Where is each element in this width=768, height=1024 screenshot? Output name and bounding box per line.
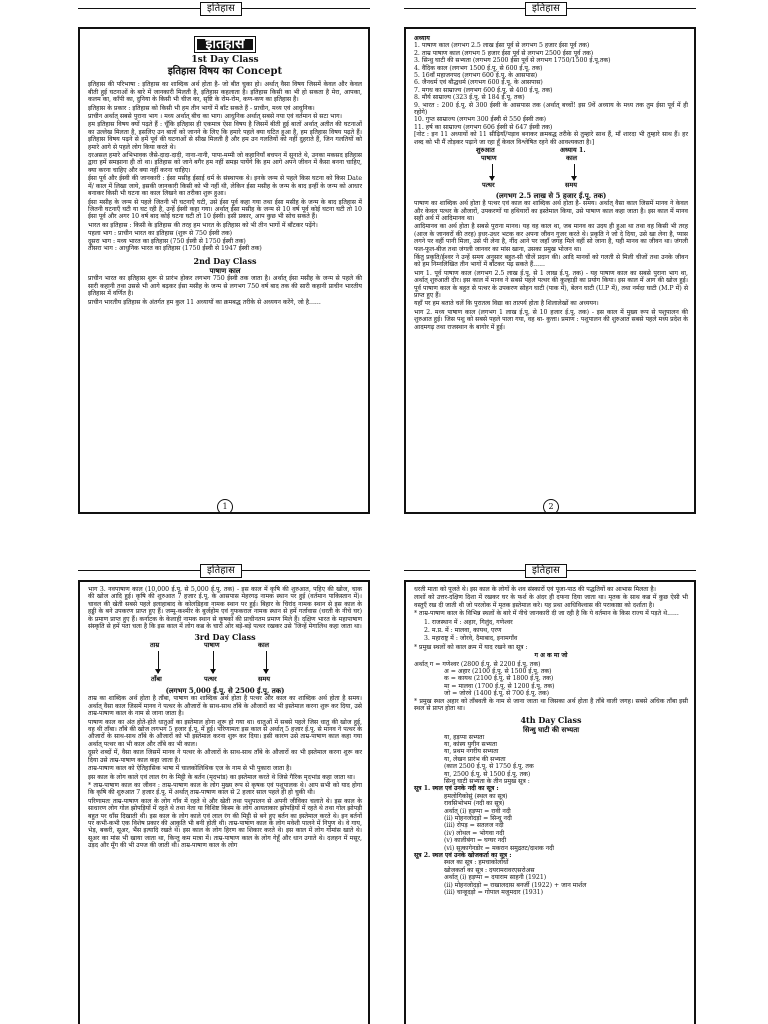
paragraph: * ताम्र-पाषाण काल का जीवन : ताम्र-पाषाण काल के लोग मुख्य रूप से कृषक एवं पशुपालक थे। आप सभी को याद होगा कि कृषि की शुरुआत 7 हजार ई.पू. में अर्थात् ताम्र-पाषाण काल से 2 हजार साल पहले ही हो चुकी थी। — [88, 781, 362, 797]
list-item: (iii) रोपड़ = सतलज नदी — [444, 822, 504, 830]
list-item: या, हड़प्पा सभ्यता — [444, 733, 485, 741]
paragraph: भाग 1. पूर्व पाषाण काल (लगभग 2.5 लाख ई.पू. से 1 लाख ई.पू. तक) - यह पाषाण काल का सबसे पुराना भाग था, अर्थात् शुरुआती दौर। इस काल में मानव ने सबसे पहले पत्थर की कुल्हाड़ी का प्रयोग किया। इस काल में आग की खोज हुई। पूर्व पाषाण काल के बहुत से पत्थर के उपकरण सोहन घाटी (पाक में), बेलन घाटी (U.P में), तथा नर्मदा घाटी (M.P में) से प्राप्त हुए हैं। — [414, 269, 688, 299]
diagram-label: ताँबा — [151, 675, 162, 684]
list-item: खोजकर्ता का सूत्र : दयरामरावरएसरोअस — [444, 866, 535, 874]
section-heading: सूत्र 2. स्थल एवं उनके खोजकर्ता का सूत्र : — [414, 852, 512, 859]
mnemonic: ग अ क मा जो — [534, 652, 568, 660]
note: [नोट : इन 11 अध्यायों को 11 सीढ़ियाँ/पड़ाव बनाकर क्रमबद्ध तरीके से तुम्हारे साथ हैं, माँ शारदा भी तुम्हारे साथ हैं। हर शब्द को भी मैं तोड़कर पढ़ाने जा रहा हूँ केवल विश्लेषित रहने की आवश्यकता है।] — [414, 131, 688, 146]
list-item: (iv) लोथल = भोगवा नदी — [444, 829, 505, 837]
arrow-icon — [266, 651, 267, 673]
paragraph: दूसरे शब्दों में, वैसा काल जिसमें मानव ने पत्थर के औजारों के साथ-साथ ताँबे के औजारों का भी इस्तेमाल करना शुरू कर दिया उसे ताम्र-पाषाण काल कहा जाता है। — [88, 749, 362, 764]
diagram-label: शुरुआत — [476, 146, 495, 155]
list-item: मा = मालवा (1700 ई.पू. से 1200 ई.पू. तक) — [444, 682, 555, 690]
page-number: 2 — [543, 499, 559, 514]
list-item: 1. राजस्थान में : अहार, गिलुंद, गणेश्वर — [424, 618, 513, 626]
page-2 — [404, 27, 696, 514]
paragraph: दरअसल हमारे अभिभावक जैसे-दादा-दादी, नाना-नानी, पापा-मम्मी जो कहानियाँ बचपन में सुनाते थे, उनका मकसद इतिहास द्वारा हमें समझाना ही तो था। इतिहास को जाने बगैर हम नहीं समझ पायेंगे कि हम आगे अपने जीवन में कैसा बनना चाहिए, क्या करना चाहिए और क्या नहीं करना चाहिए। — [88, 152, 362, 174]
date-range: (लगभग 5,000 ई.पू. से 2500 ई.पू. तक) — [165, 686, 285, 696]
page-header: इतिहास — [525, 564, 567, 578]
list-item: (ii) मोहनजोदड़ो = सिन्धु नदी — [444, 814, 512, 822]
paragraph: लाशों को उत्तर-दक्षिण दिशा में रखकर घर के फर्श के अंदर ही दफना दिया जाता था। मृतक के साथ कब्र में कुछ ऐसी भी वस्तुएँ रख दी जाती थी जो परलोक में मृतक इस्तेमाल करे। यह प्रथा आधिविश्वास की पराकाष्ठा को दर्शाता है। — [414, 594, 688, 609]
list-item: 8. मौर्य साम्राज्य (323 ई.पू. से 184 ई.पू. तक) — [414, 94, 525, 102]
paragraph: पाषाण का शाब्दिक अर्थ होता है पत्थर एवं काल का शाब्दिक अर्थ होता है- समय। अर्थात् वैसा काल जिसमें मानव ने केवल और केवल पत्थर के औजारों, उपकरणों या हथियारों का इस्तेमाल किया, उसे पाषाण काल कहा जाता है। इस काल में मानव सही अर्थ में आदिमानव था। — [414, 200, 688, 222]
paragraph: आदिमानव का अर्थ होता है सबसे पुराना मानव। यह वह काल था, जब मानव का उदय ही हुआ था तथा वह किसी भी तरह (आज के जानवरों की तरह) इधर-उधर भटक कर अपना जीवन गुजर करते थे। प्रकृति ने जो दे दिया, उसे खा लेना है, प्यास लगने पर वहीं पानी मिला, उसे पी लेना है, नींद आने पर जहाँ जगह मिले वहीं सो जाना है, यही मानव का जीवन था। जंगली फल-फूल-बीज तथा जंगली जानवर का मांस खाना, उसका प्रमुख भोजन था। — [414, 223, 688, 253]
list-item: हमलोगिकोसुं (स्थल का सूत्र) — [444, 792, 508, 800]
list-item: अर्थात् (i) हड़प्पा = दयाराम साहनी (1921) — [444, 874, 547, 882]
list-item: या, कांस्य युगीन सभ्यता — [444, 740, 497, 748]
date-range: (लगभग 2.5 लाख से 5 हजार ई.पू. तक) — [495, 191, 607, 201]
page-number: 1 — [217, 499, 233, 514]
term-diagram — [414, 147, 688, 191]
list-item: 2. म.प्र. में : मालवा, कायथ, एरण — [424, 627, 502, 635]
list-item: 4. वैदिक काल (लगभग 1500 ई.पू. से 600 ई.पू. तक) — [414, 64, 543, 72]
arrow-icon — [574, 164, 575, 180]
paragraph: किंतु प्रकृति/ईश्वर ने उन्हें समय अनुसार बहुत-सी चीजें प्रदान की। आदि मानवों को गलती से मिली चीजों तथा उनके जीवन को हम निम्नलिखित तीन भागों में बाँटकर पढ़ सकते हैं...... — [414, 253, 688, 269]
paragraph: इतिहास की परिभाषा : इतिहास का शाब्दिक अर्थ होता है- जो बीत चुका हो। अर्थात् वैसा विषय जिसमें केवल और केवल बीती हुई घटनाओं के बारे में जानकारी मिलती है, इतिहास कहलाता है। इतिहास किसी का भी हो सकता है मेरा, आपका, कलम का, काँपी का, दुनिया के किसी भी चीज का, सृष्टि के रोम-रोम, कण-कण का इतिहास है। — [88, 81, 362, 104]
list-item: या, प्रथम नगरीय सभ्यता — [444, 748, 499, 756]
page-title: इतिहास — [195, 37, 254, 52]
page-header: इतिहास — [525, 2, 567, 16]
paragraph: धरती माता को पूजते थे। इस काल के लोगों के शव संस्कारों एवं पूजा-पाठ की पद्धतियों का आभास मिलता है। — [414, 586, 657, 593]
list-item: या, 2500 ई.पू. से 1500 ई.पू. तक) — [444, 770, 531, 778]
section-heading: सिन्धु घाटी की सभ्यता — [522, 724, 580, 734]
list-item: 11. हर्ष का साम्राज्य (लगभग 606 ईस्वी से 647 ईस्वी तक) — [414, 123, 553, 131]
section-heading: पाषाण काल — [209, 266, 241, 276]
list-item: क = कायथ (2100 ई.पू. से 1800 ई.पू. तक) — [444, 675, 554, 683]
diagram-label: काल — [258, 641, 270, 650]
list-item: दूसरा भाग : मध्य भारत का इतिहास (750 ईस्वी से 1750 ईस्वी तक) — [88, 237, 246, 245]
paragraph: ईसा पूर्व और ईस्वी की जानकारी : ईसा मसीह ईसाई धर्म के संस्थापक थे। इनके जन्म से पहले किस घटना को किस Date में/ काल में लिखा जाये, इसकी जानकारी किसी को भी नहीं थी, लेकिन ईसा मसीह के जन्म के बाद इन्हीं के जन्म को आधार बनाकर किसी भी घटना का काल लिखने का तरीका शुरू हुआ। — [88, 175, 362, 198]
paragraph: प्राचीन अर्थात् सबसे पुराना भाग । मध्य अर्थात् बीच का भाग। आधुनिक अर्थात् सबसे नया एवं वर्तमान से सटा भाग। — [88, 113, 342, 121]
day-class-label: 4th Day Class — [520, 714, 582, 725]
note: * प्रमुख स्थल अहार को ताँबवती के नाम से जाना जाता था जिसका अर्थ होता है ताँबे वाली जगह। सबसे अधिक ताँबा इसी स्थल से प्राप्त होता था। — [414, 697, 688, 713]
paragraph: भाग 2. मध्य पाषाण काल (लगभग 1 लाख ई.पू. से 10 हजार ई.पू. तक) - इस काल में मुख्य रूप से पशुपालन की शुरुआत हुई। जिस पशु को सबसे पहले पाला गया, वह था- कुत्ता। प्रमाण : पशुपालन की शुरुआत सबसे पहले मध्य प्रदेश के आदमगढ़ तथा राजस्थान के बागोर में हुई। — [414, 308, 688, 331]
paragraph: परिणामतः ताम्र-पाषाण काल के लोग गाँव में रहते थे और खेती तथा पशुपालन से अपनी जीविका चलाते थे। इस काल के साधारण लोग गोल झोपड़ियों में रहते थे तथा नेता या विशिष्ट किस्म के लोग आयताकार झोपड़ियों में रहते थे तथा गोल झोपड़ी बहुत पर धाँस दिखाती थी। इस काल के लोग काले एवं लाल रंग की मिट्टी से बने हुए बर्तन का इस्तेमाल करते थे। इन बर्तनों पर कभी-कभी एक विशेष प्रकार की आकृति भी बनी होती थी। ताम्र-पाषाण काल के लोग मवेशी पालने में निपुण थे। वे गाय, भेड़, बकरी, सूअर, भैंस इत्यादि रखते थे। इस काल के लोग हिरण का शिकार करते थे। इस काल में लोग गोमांस खाते थे। सूअर का मांस भी खाया जाता था, किन्तु कम मात्रा में। ताम्र-पाषाण काल के लोग गेहूँ और धान उगाते थे। दलहन में मसूर, उड़द और मूँग की भी उपज की जाती थी। ताम्र-पाषाण काल के लोग — [88, 797, 362, 850]
arrow-icon — [158, 651, 159, 673]
diagram-label: समय — [565, 181, 578, 190]
diagram-label: ताम्र — [150, 641, 160, 650]
page-3 — [78, 580, 370, 1024]
diagram-label: काल — [566, 154, 578, 163]
list-item: पहला भाग : प्राचीन भारत का इतिहास (शुरू से 750 ईस्वी तक) — [88, 230, 233, 238]
list-item: (ii) मोहनजोदड़ो = राखालदास बनर्जी (1922) + जान मार्शल — [444, 881, 587, 889]
term-diagram — [88, 642, 362, 686]
paragraph: हम इतिहास विषय क्यों पढ़ते हैं : चूँकि इतिहास ही एकमात्र ऐसा विषय है जिसमें बीती हुई बातों अर्थात् अतीत की घटनाओं का उल्लेख मिलता है, इसलिए उन बातों को जानने के लिए कि हमारे पहले क्या घटित हुआ है, हम इतिहास विषय पढ़ते हैं। इतिहास विषय पढ़ने से हमें पूर्व की घटनाओं से सीख मिलती है और हम उन गलतियों को नहीं दुहराते हैं, जिन गलतियों को हमारे आगे से पहले लोग किया करते थे। — [88, 121, 362, 151]
page-header: इतिहास — [200, 2, 242, 16]
list-item: स्थल का सूत्र : हमचाकोलोधों — [444, 859, 509, 867]
list-item: 5. 16वाँ महाजनपद (लगभग 600 ई.पू. के आसपास) — [414, 72, 538, 80]
list-item: अर्थात् ग = गणेश्वर (2800 ई.पू. से 2200 ई.पू. तक) — [414, 660, 541, 668]
list-item: अ = अहार (2100 ई.पू. से 1500 ई.पू. तक) — [444, 668, 552, 676]
list-item: अर्थात् (i) हड़प्पा = रावी नदी — [444, 807, 511, 815]
paragraph: इतिहास के प्रकार : इतिहास को किसी भी हम तीन भागों में बाँट सकते हैं - प्राचीन, मध्य एवं आधुनिक। — [88, 104, 315, 112]
paragraph: पाषाण काल का अंत होते-होते धातुओं का इस्तेमाल होना शुरू हो गया था। धातुओं में सबसे पहले जिस धातु की खोज हुई, वह थी ताँबा। ताँबे की खोज लगभग 5 हजार ई.पू. में हुई। परिणामतः इस काल से अर्थात् 5 हजार ई.पू. से मानव ने पत्थर के औजारों के साथ-साथ ताँबे के औजारों को भी इस्तेमाल करना शुरू कर दिया। इसी कारण उसे ताम्र-पाषाण काल कहा गया अर्थात् पत्थर का भी काल और ताँबे का भी काल। — [88, 718, 362, 748]
page-header: इतिहास — [200, 564, 242, 578]
list-item: तीसरा भाग : आधुनिक भारत का इतिहास (1750 ईस्वी से 1947 ईस्वी तक) — [88, 244, 262, 252]
paragraph: भाग 3. नवपाषाण काल (10,000 ई.पू. से 5,000 ई.पू. तक) - इस काल में कृषि की शुरुआत, पहिए की खोज, चाक की खोज आदि हुई। कृषि की शुरुआत 7 हजार ई.पू. के आसपास मेहरगढ़ नामक स्थान पर हुई (वर्तमान पाकिस्तान में)। चावल की खेती सबसे पहले इलाहाबाद के कोलडिहवा नामक स्थान पर हुई। बिहार के चिरांद नामक स्थान से इस काल के हड्डी के बने उपकरण प्राप्त हुए हैं। जम्मू-कश्मीर के बुर्जहोम एवं गुफकराल नामक स्थान से हमें गर्तावास (धरती के नीचे घर) के प्रमाण प्राप्त हुए हैं। कर्नाटक के केलाही नामक स्थान से कृषकों की प्राचीनतम प्रमाण मिले हैं। दक्षिण भारत के महापाषाण संस्कृति से हमें पता चला है कि इस काल में लोग कब्र के चारों ओर बड़े-बड़े पत्थर रखकर उसे 'जिन्हें मेगालिथ कहा जाता था। — [88, 586, 363, 631]
paragraph: यहाँ पर हम बताते चलें कि पुरातत्व विद्या का तात्पर्य होता है शिलालेखों का अध्ययन। — [414, 300, 599, 308]
diagram-label: पत्थर — [204, 675, 217, 684]
paragraph: * ताम्र-पाषाण काल के विभिन्न स्थलों के बारे में नीचे जानकारी दी जा रही है कि ये वर्तमान के किस राज्य में पड़ते थे...... — [414, 610, 679, 618]
list-item: या, लेखन प्रारंभ की सभ्यता — [444, 755, 506, 763]
arrow-icon — [492, 164, 493, 180]
day-class-label: 3rd Day Class — [194, 632, 256, 643]
list-item: 1. पाषाण काल (लगभग 2.5 लाख ईसा पूर्व से लगभग 5 हजार ईसा पूर्व तक) — [414, 42, 590, 50]
diagram-label: पत्थर — [482, 181, 495, 190]
list-item: सिन्धु घाटी सभ्यता के तीन प्रमुख सूत्र : — [444, 777, 530, 785]
arrow-icon — [213, 651, 214, 673]
paragraph: प्राचीन भारतीय इतिहास के अंतर्गत हम कुल 11 अध्यायों का क्रमबद्ध तरीके से अध्ययन करेंगे, जो है...... — [88, 298, 321, 306]
paragraph: ईसा मसीह के जन्म से पहले जितनी भी घटनाएँ घटी, उसे ईसा पूर्व कहा गया तथा ईसा मसीह के जन्म के बाद इतिहास में जितनी घटनाएँ घटी या घट रही है, उन्हें ईस्वी कहा गया। अर्थात् ईसा मसीह के जन्म से 10 वर्ष पूर्व कोई घटना घटी तो 10 ईसा पूर्व और अगर 10 वर्ष बाद कोई घटना घटी तो 10 ईस्वी। इसी प्रकार, आप कुछ भी सोच सकते हैं। — [88, 198, 362, 221]
paragraph: इस काल के लोग काले एवं लाल रंग के मिट्टी के बर्तन (मृदभांड) का इस्तेमाल करते थे जिसे गैरिक मृदभांड कहा जाता था। — [88, 773, 355, 781]
diagram-label: समय — [258, 675, 271, 684]
list-item: 10. गुप्त साम्राज्य (लगभग 300 ईस्वी से 550 ईस्वी तक) — [414, 116, 547, 124]
day-class-label: 1st Day Class — [191, 55, 259, 66]
list-item: 2. ताम्र पाषाण काल (लगभग 5 हजार ईसा पूर्व से लगभग 2500 ईसा पूर्व तक) — [414, 49, 594, 57]
list-item: 3. सिन्धु घाटी की सभ्यता (लगभग 2500 ईसा पूर्व से लगभग 1750/1500 ई.पू.तक) — [414, 57, 611, 65]
list-item: (v) कालीबंगा = घग्घर नदी — [444, 837, 507, 845]
day-class-label: 2nd Day Class — [193, 256, 257, 267]
list-item: (vi) सुत्कागेनडोर = मकरान समुद्रतट/दाशक नदी — [444, 844, 554, 852]
paragraph: ताम्र-पाषाण काल को ऐतिहासिक भाषा में चालकोलिथिक एज के नाम से भी पुकारा जाता है। — [88, 765, 292, 773]
paragraph: * प्रमुख स्थलों को काल क्रम में याद रखने का सूत्र : — [414, 643, 528, 651]
section-subtitle: इतिहास विषय का Concept — [167, 66, 283, 78]
list-item: 9. भारत : 200 ई.पू. से 300 ईस्वी के आसपास तक (अर्थात् बच्चों! इस 9वें अध्याय के मध्य तक तुम ईसा पूर्व में ही रहोगे) — [414, 101, 688, 117]
list-item: 7. मगध का साम्राज्य (लगभग 600 ई.पू. से 400 ई.पू. तक) — [414, 86, 553, 94]
list-item: रावसिभोभम (नदी का सूत्र) — [444, 800, 505, 808]
paragraph: भारत का इतिहास : किसी के इतिहास की तरह हम भारत के इतिहास को भी तीन भागों में बाँटकर पढ़ेंगे। — [88, 221, 318, 229]
list-item: जो = जोरवे (1400 ई.पू. से 700 ई.पू. तक) — [444, 690, 550, 698]
page-1 — [78, 27, 370, 514]
list-item: 3. महाराष्ट्र में : जोरवे, दैमाबाद, इनामगाँव — [424, 635, 518, 643]
list-item: (काल 2500 ई.पू. से 1750 ई.पू. तक — [444, 763, 534, 771]
diagram-label: पाषाण — [204, 641, 220, 650]
paragraph: ताम्र का शाब्दिक अर्थ होता है ताँबा, पाषाण का शाब्दिक अर्थ होता है पत्थर और काल का शाब्दिक अर्थ होता है समय। अर्थात् वैसा काल जिसमें मानव ने पत्थर के औजारों के साथ-साथ ताँबे के औजारों का भी इस्तेमाल करना शुरू कर दिया, उसे ताम्र-पाषाण काल के नाम से जाना जाता है। — [88, 695, 362, 718]
section-heading: अध्याय — [414, 35, 430, 42]
paragraph: प्राचीन भारत का इतिहास शुरू से प्रारंभ होकर लगभग 750 ईस्वी तक जाता है। अर्थात् ईसा मसीह के जन्म से पहले की सारी कहानी तथा उससे भी आगे बढ़कर ईसा मसीह के जन्म से लगभग 750 वर्ष बाद तक की सारी कहानी प्राचीन भारतीय इतिहास में वर्णित है। — [88, 275, 362, 298]
diagram-label: पाषाण — [481, 154, 497, 163]
list-item: (iii) चान्हूदड़ो = गोपाल मजुमदार (1931) — [444, 889, 544, 897]
section-heading: सूत्र 1. स्थल एवं उनके नदी का सूत्र : — [414, 785, 499, 793]
page-4 — [404, 580, 696, 1024]
diagram-label: अध्याय 1. — [560, 146, 586, 155]
list-item: 6. जैनधर्म एवं बौद्धधर्म (लगभग 600 ई.पू. के आसपास) — [414, 79, 543, 87]
